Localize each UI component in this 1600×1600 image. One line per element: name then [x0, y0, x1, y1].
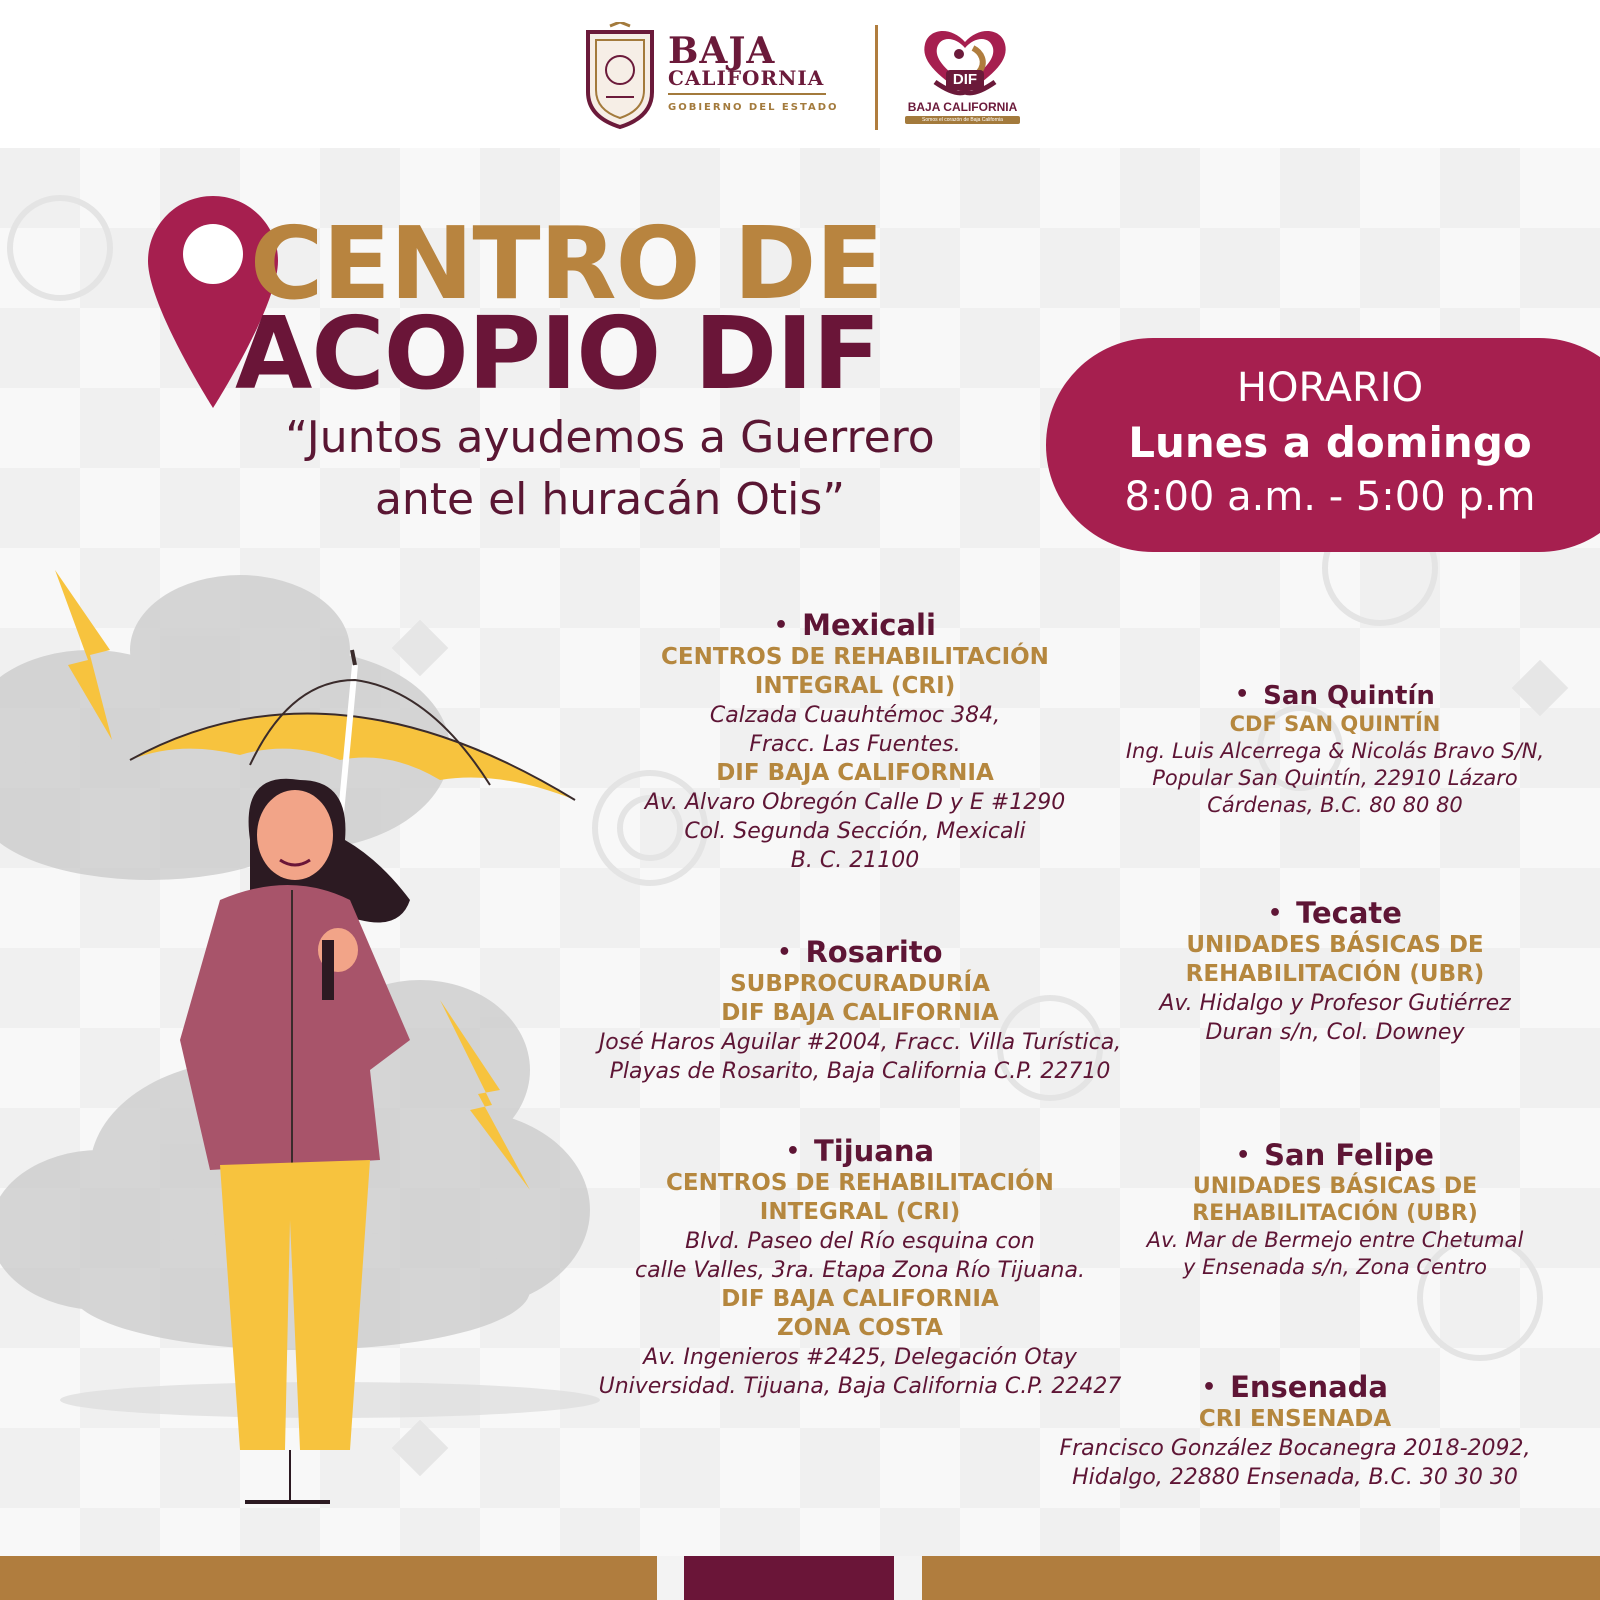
state-logo-line2: CALIFORNIA — [668, 66, 825, 90]
title-line-2: ACOPIO DIF — [235, 295, 880, 412]
footer-bar-left — [0, 1556, 657, 1600]
mexicali-inst-1a: CENTROS DE REHABILITACIÓN — [661, 644, 1049, 670]
dif-badge: DIF — [946, 70, 984, 90]
city-san-quintin: • San Quintín — [1090, 680, 1580, 711]
horario-label: HORARIO — [1236, 365, 1424, 411]
tijuana-inst-2a: DIF BAJA CALIFORNIA — [721, 1286, 999, 1312]
location-san-felipe — [1100, 1138, 1570, 1281]
location-tijuana — [555, 1134, 1165, 1401]
city-rosarito: • Rosarito — [550, 935, 1170, 970]
location-mexicali — [560, 608, 1150, 875]
tijuana-inst-2b: ZONA COSTA — [777, 1315, 943, 1341]
state-logo-line3: GOBIERNO DEL ESTADO — [668, 102, 839, 113]
location-tecate — [1100, 896, 1570, 1047]
woman-with-umbrella-illustration — [0, 570, 600, 1540]
state-logo-rule — [668, 93, 826, 95]
tijuana-addr-2a: Av. Ingenieros #2425, Delegación Otay — [643, 1345, 1077, 1370]
location-ensenada — [1010, 1370, 1580, 1492]
tijuana-inst-1a: CENTROS DE REHABILITACIÓN — [666, 1170, 1054, 1196]
san-felipe-inst-2: REHABILITACIÓN (UBR) — [1192, 1201, 1478, 1226]
mexicali-addr-1a: Calzada Cuauhtémoc 384, — [709, 703, 1001, 728]
mexicali-inst-1b: INTEGRAL (CRI) — [754, 673, 956, 699]
rosarito-inst-2: DIF BAJA CALIFORNIA — [721, 1000, 999, 1026]
logo-divider — [875, 25, 878, 130]
tagline-line-1: “Juntos ayudemos a Guerrero — [285, 412, 935, 463]
mexicali-addr-2b: Col. Segunda Sección, Mexicali — [684, 819, 1026, 844]
rosarito-addr-1: José Haros Aguilar #2004, Fracc. Villa Turística, — [598, 1030, 1122, 1055]
san-felipe-inst-1: UNIDADES BÁSICAS DE — [1192, 1174, 1478, 1199]
rosarito-inst-1: SUBPROCURADURÍA — [730, 971, 990, 997]
ensenada-inst: CRI ENSENADA — [1198, 1406, 1392, 1432]
ensenada-addr-2: Hidalgo, 22880 Ensenada, B.C. 30 30 30 — [1072, 1465, 1518, 1490]
city-mexicali: • Mexicali — [560, 608, 1150, 643]
city-san-felipe: • San Felipe — [1100, 1138, 1570, 1173]
tagline-line-2: ante el huracán Otis” — [374, 474, 846, 525]
mexicali-addr-1b: Fracc. Las Fuentes. — [749, 732, 961, 757]
footer-bar-right — [922, 1556, 1600, 1600]
state-logo-line1: BAJA — [668, 30, 776, 72]
mexicali-addr-2a: Av. Alvaro Obregón Calle D y E #1290 — [644, 790, 1066, 815]
city-tijuana: • Tijuana — [555, 1134, 1165, 1169]
san-felipe-addr-1: Av. Mar de Bermejo entre Chetumal — [1146, 1228, 1524, 1252]
title-line-1: CENTRO DE — [250, 205, 883, 322]
ensenada-addr-1: Francisco González Bocanegra 2018-2092, — [1059, 1436, 1531, 1461]
rosarito-addr-2: Playas de Rosarito, Baja California C.P. 22710 — [609, 1059, 1111, 1084]
horario-hours: 8:00 a.m. - 5:00 p.m — [1124, 474, 1536, 520]
location-rosarito — [550, 935, 1170, 1086]
san-quintin-addr-3: Cárdenas, B.C. 80 80 80 — [1207, 793, 1463, 817]
mexicali-addr-2c: B. C. 21100 — [790, 848, 920, 873]
mexicali-inst-2: DIF BAJA CALIFORNIA — [716, 760, 994, 786]
tecate-addr-2: Duran s/n, Col. Downey — [1205, 1020, 1465, 1045]
san-quintin-addr-2: Popular San Quintín, 22910 Lázaro — [1152, 766, 1518, 790]
tijuana-addr-1a: Blvd. Paseo del Río esquina con — [685, 1229, 1035, 1254]
san-quintin-addr-1: Ing. Luis Alcerrega & Nicolás Bravo S/N, — [1125, 739, 1545, 763]
location-san-quintin — [1090, 680, 1580, 819]
tecate-inst-1: UNIDADES BÁSICAS DE — [1186, 932, 1484, 958]
city-ensenada: • Ensenada — [1010, 1370, 1580, 1405]
dif-logo-slogan: Somos el corazón de Baja California — [905, 116, 1020, 124]
dif-logo-caption: BAJA CALIFORNIA — [907, 100, 1018, 114]
san-felipe-addr-2: y Ensenada s/n, Zona Centro — [1183, 1255, 1487, 1279]
footer-bar-center — [684, 1556, 894, 1600]
tijuana-addr-2b: Universidad. Tijuana, Baja California C.P. 22427 — [598, 1374, 1122, 1399]
tecate-addr-1: Av. Hidalgo y Profesor Gutiérrez — [1159, 991, 1511, 1016]
horario-days: Lunes a domingo — [1128, 418, 1532, 467]
tecate-inst-2: REHABILITACIÓN (UBR) — [1185, 961, 1485, 987]
city-tecate: • Tecate — [1100, 896, 1570, 931]
tijuana-inst-1b: INTEGRAL (CRI) — [759, 1199, 961, 1225]
tijuana-addr-1b: calle Valles, 3ra. Etapa Zona Río Tijuana. — [635, 1258, 1085, 1283]
san-quintin-inst: CDF SAN QUINTÍN — [1229, 712, 1441, 736]
state-shield-icon — [580, 22, 660, 132]
